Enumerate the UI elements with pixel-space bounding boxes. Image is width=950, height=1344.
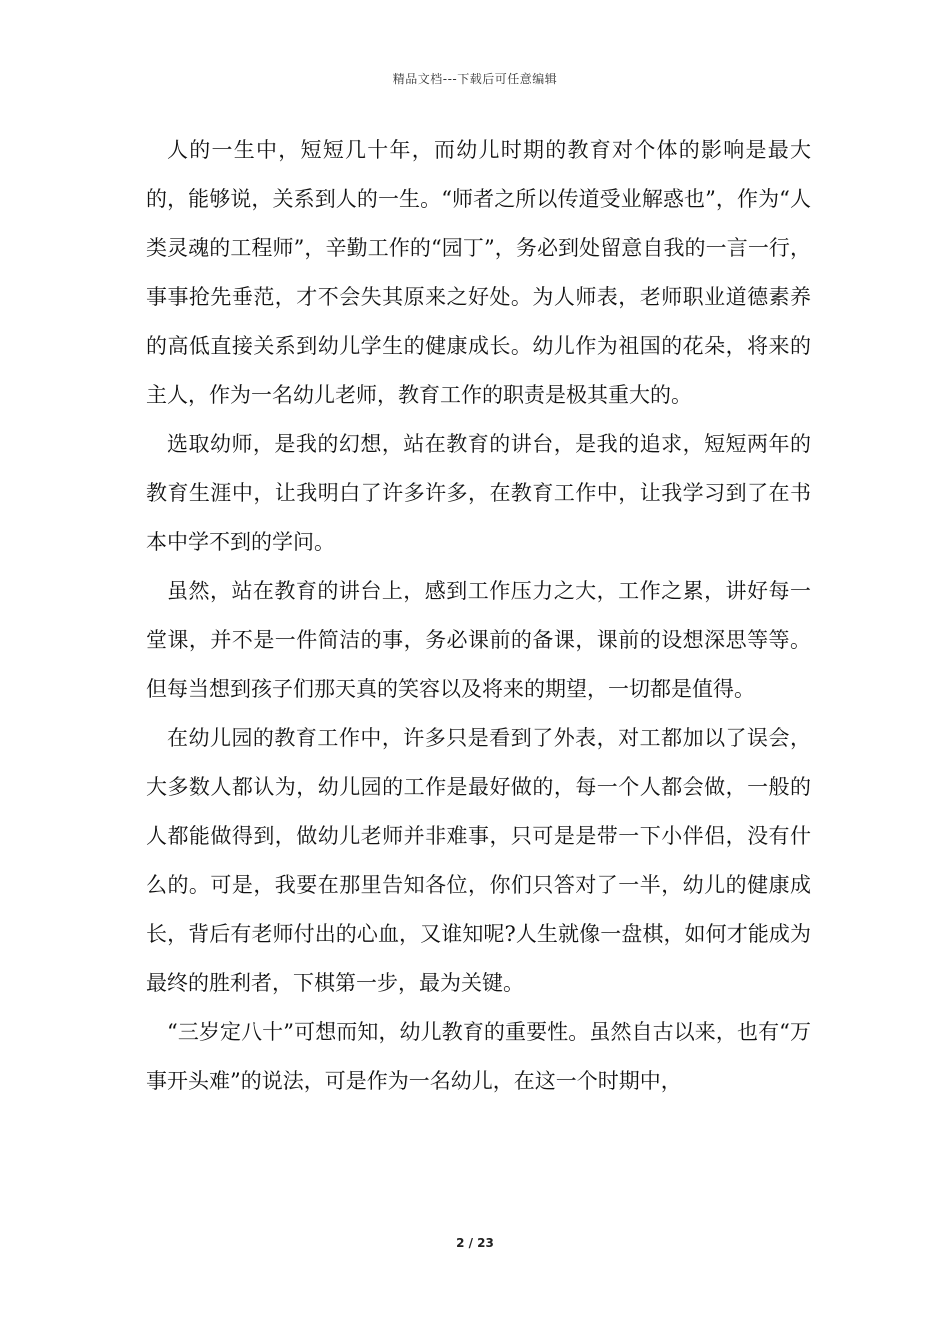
paragraph-1: 人的一生中，短短几十年，而幼儿时期的教育对个体的影响是最大的，能够说，关系到人的一生。“师者之所以传道受业解惑也”，作为“人类灵魂的工程师”，辛勤工作的“园丁”，务必到处留意自我的一言一行，事事抢先垂范，才不会失其原来之好处。为人师表，老师职业道德素养的高低直接关系到幼儿学生的健康成长。幼儿作为祖国的花朵，将来的主人，作为一名幼儿老师，教育工作的职责是极其重大的。 [146, 138, 811, 407]
page-header: 精品文档---下载后可任意编辑 [392, 72, 558, 86]
paragraph-2: 选取幼师，是我的幻想，站在教育的讲台，是我的追求，短短两年的教育生涯中，让我明白了许多许多，在教育工作中，让我学习到了在书本中学不到的学问。 [146, 432, 811, 554]
paragraph-3: 虽然，站在教育的讲台上，感到工作压力之大，工作之累，讲好每一堂课，并不是一件简洁的事，务必课前的备课，课前的设想深思等等。但每当想到孩子们那天真的笑容以及将来的期望，一切都是值得。 [146, 579, 811, 701]
document-body [146, 126, 811, 1106]
paragraph-5: “三岁定八十”可想而知，幼儿教育的重要性。虽然自古以来，也有“万事开头难”的说法，可是作为一名幼儿，在这一个时期中， [146, 1020, 811, 1093]
paragraph-4: 在幼儿园的教育工作中，许多只是看到了外表，对工都加以了误会，大多数人都认为，幼儿园的工作是最好做的，每一个人都会做，一般的人都能做得到，做幼儿老师并非难事，只可是是带一下小伴侣，没有什么的。可是，我要在那里告知各位，你们只答对了一半，幼儿的健康成长，背后有老师付出的心血，又谁知呢?人生就像一盘棋，如何才能成为最终的胜利者，下棋第一步，最为关键。 [146, 726, 811, 995]
page-number: 2 / 23 [456, 1236, 494, 1250]
